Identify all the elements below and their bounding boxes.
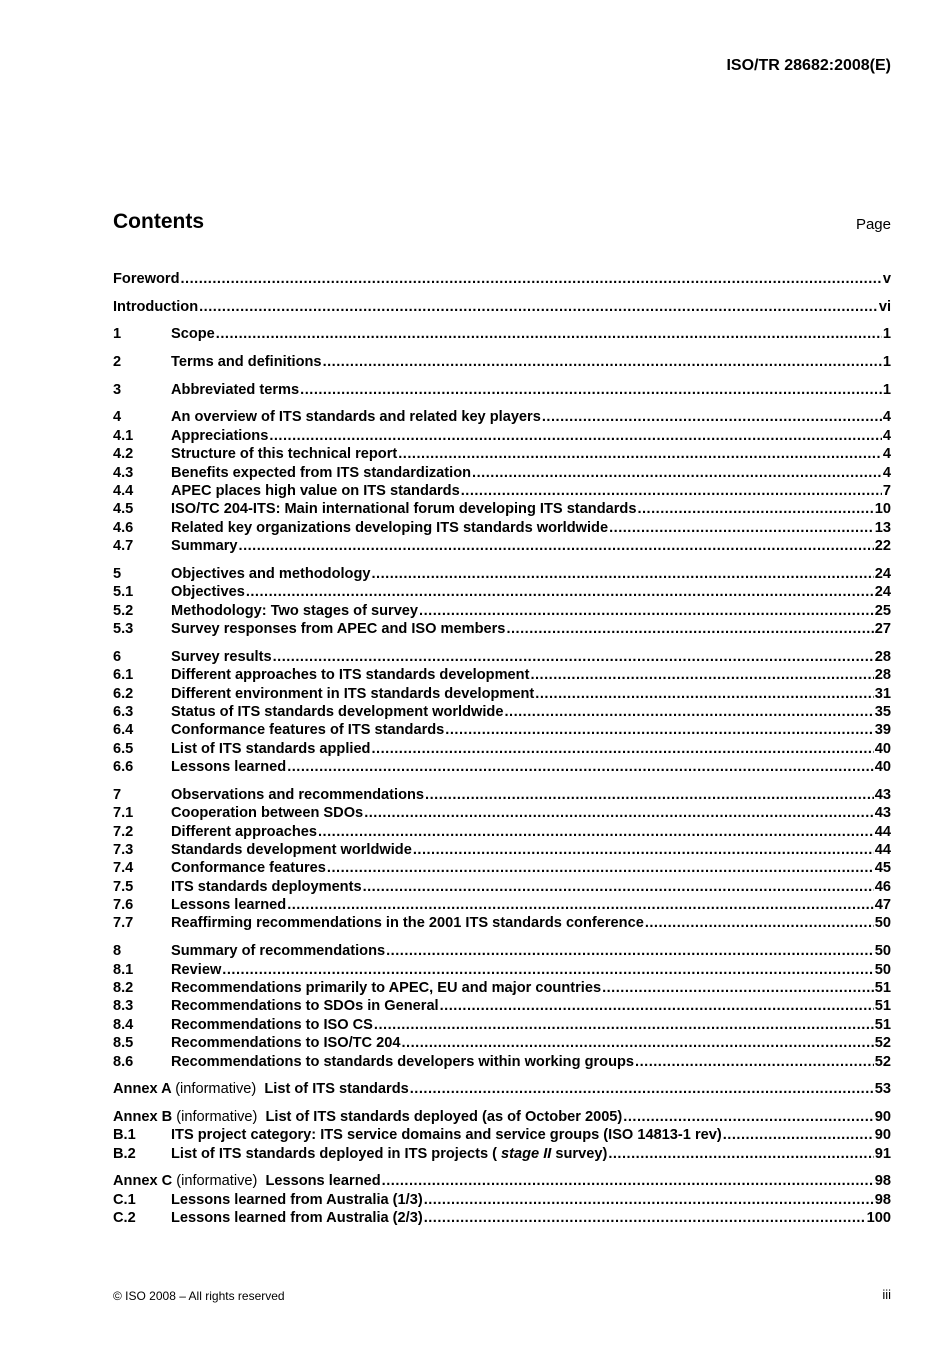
toc-entry-page: 50 — [874, 915, 891, 932]
toc-entry-page: 28 — [874, 648, 891, 665]
toc-entry[interactable] — [113, 537, 891, 555]
dot-leader — [398, 445, 882, 463]
annex-note: (informative) — [176, 1173, 258, 1190]
toc-entry-number: C.1 — [113, 1191, 136, 1208]
toc-entry-page: 39 — [874, 722, 891, 739]
toc-entry-title: Lessons learned — [171, 897, 287, 914]
toc-entry-page: 51 — [874, 979, 891, 996]
toc-entry[interactable] — [113, 961, 891, 979]
dot-leader — [723, 1126, 874, 1144]
page-number: iii — [882, 1287, 891, 1302]
dot-leader — [199, 298, 878, 316]
toc-entry-title: Review — [171, 961, 222, 978]
toc-entry[interactable] — [113, 721, 891, 739]
toc-entry-number: 6.2 — [113, 685, 134, 702]
annex-label: Annex B — [113, 1108, 173, 1125]
dot-leader — [327, 859, 874, 877]
toc-entry-title: Related key organizations developing ITS standards worldwide — [171, 519, 609, 536]
toc-entry-page: 46 — [874, 878, 891, 895]
dot-leader — [637, 500, 873, 518]
toc-group — [113, 270, 891, 288]
toc-entry-number: B.1 — [113, 1127, 136, 1144]
toc-entry-number: 7.6 — [113, 897, 134, 914]
toc-entry-number: 8.1 — [113, 961, 134, 978]
toc-entry[interactable] — [113, 914, 891, 932]
toc-entry-title: Conformance features — [171, 860, 326, 877]
dot-leader — [608, 1145, 873, 1163]
toc-entry-number: 1 — [113, 326, 122, 343]
toc-group — [113, 381, 891, 399]
toc-entry[interactable] — [113, 620, 891, 638]
toc-entry[interactable] — [113, 758, 891, 776]
toc-entry-page: 53 — [874, 1081, 891, 1098]
toc-entry-number: 4 — [113, 409, 122, 426]
toc-entry-page: 100 — [866, 1210, 891, 1227]
toc-entry[interactable] — [113, 500, 891, 518]
toc-entry-number: 4.2 — [113, 446, 134, 463]
toc-entry[interactable] — [113, 878, 891, 896]
toc-group — [113, 408, 891, 555]
toc-entry-title — [113, 1172, 381, 1190]
toc-entry-number: 5.3 — [113, 621, 134, 638]
toc-entry[interactable] — [113, 740, 891, 758]
dot-leader — [402, 1034, 874, 1052]
dot-leader — [413, 841, 874, 859]
toc-entry-title: An overview of ITS standards and related key players — [171, 409, 541, 426]
toc-entry-title: Status of ITS standards development worldwide — [171, 703, 504, 720]
toc-entry[interactable] — [113, 648, 891, 666]
toc-entry-number: 8.5 — [113, 1035, 134, 1052]
toc-entry-number: 4.6 — [113, 519, 134, 536]
toc-entry-page: 31 — [874, 685, 891, 702]
toc-entry[interactable] — [113, 1016, 891, 1034]
toc-group — [113, 786, 891, 933]
toc-entry-number: 7.1 — [113, 805, 134, 822]
toc-entry[interactable] — [113, 519, 891, 537]
toc-entry[interactable] — [113, 408, 891, 426]
toc-entry-title: Objectives and methodology — [171, 565, 371, 582]
toc-entry-page: v — [882, 271, 891, 287]
toc-entry-title: Foreword — [113, 271, 180, 287]
dot-leader — [371, 565, 873, 583]
toc-group — [113, 298, 891, 316]
toc-entry-number: 7.2 — [113, 823, 134, 840]
dot-leader — [602, 979, 874, 997]
toc-entry-title: Recommendations to ISO CS — [171, 1016, 373, 1033]
toc-entry-page: vi — [878, 298, 891, 315]
toc-entry-title: APEC places high value on ITS standards — [171, 483, 460, 499]
toc-entry-title: Recommendations to ISO/TC 204 — [171, 1035, 401, 1052]
annex-title: List of ITS standards deployed (as of October 2005) — [265, 1108, 623, 1125]
toc-entry[interactable] — [113, 565, 891, 583]
toc-entry-title — [113, 1108, 622, 1126]
dot-leader — [239, 537, 874, 555]
page-column-label: Page — [855, 216, 891, 233]
toc-entry-page: 40 — [874, 759, 891, 776]
toc-entry[interactable] — [113, 482, 891, 500]
toc-entry-page: 51 — [874, 1016, 891, 1033]
toc-entry-title: Introduction — [113, 298, 199, 315]
dot-leader — [371, 740, 873, 758]
dot-leader — [246, 583, 874, 601]
toc-entry-title: ISO/TC 204-ITS: Main international forum developing ITS standards — [171, 501, 637, 518]
toc-entry-number: 5.2 — [113, 602, 134, 619]
dot-leader — [382, 1172, 874, 1190]
dot-leader — [374, 1016, 874, 1034]
toc-entry-title: Recommendations to standards developers within working groups — [171, 1053, 635, 1070]
dot-leader — [364, 804, 874, 822]
toc-entry-title: Conformance features of ITS standards — [171, 722, 445, 739]
toc-entry-number: 8.4 — [113, 1016, 134, 1033]
dot-leader — [419, 602, 874, 620]
dot-leader — [504, 703, 873, 721]
toc-entry-page: 98 — [874, 1191, 891, 1208]
toc-entry-page: 47 — [874, 897, 891, 914]
toc-entry-title: ITS standards deployments — [171, 878, 362, 895]
toc-entry-number: 4.3 — [113, 464, 134, 481]
toc-entry-number: C.2 — [113, 1210, 136, 1227]
toc-entry[interactable] — [113, 841, 891, 859]
toc-entry[interactable] — [113, 685, 891, 703]
toc-entry-page: 28 — [874, 667, 891, 684]
dot-leader — [269, 427, 882, 445]
toc-entry-title: Terms and definitions — [171, 354, 322, 371]
toc-entry-page: 50 — [874, 961, 891, 978]
dot-leader — [530, 666, 873, 684]
dot-leader — [180, 270, 881, 288]
toc-entry-page: 52 — [874, 1035, 891, 1052]
toc-entry-number: 7.7 — [113, 915, 134, 932]
toc-entry[interactable] — [113, 1080, 891, 1098]
toc-entry-page: 25 — [874, 602, 891, 619]
dot-leader — [287, 758, 874, 776]
toc-entry-page: 40 — [874, 740, 891, 757]
toc-entry-title: Lessons learned from Australia (2/3) — [171, 1210, 423, 1227]
toc-entry[interactable] — [113, 1145, 891, 1163]
toc-entry[interactable] — [113, 464, 891, 482]
dot-leader — [323, 353, 882, 371]
toc-entry-page: 35 — [874, 703, 891, 720]
dot-leader — [635, 1053, 874, 1071]
dot-leader — [222, 961, 873, 979]
dot-leader — [623, 1108, 873, 1126]
annex-title: Lessons learned — [265, 1173, 381, 1190]
toc-entry-page: 98 — [874, 1173, 891, 1190]
dot-leader — [287, 896, 874, 914]
toc-entry[interactable] — [113, 353, 891, 371]
annex-note: (informative) — [175, 1081, 257, 1098]
annex-label: Annex C — [113, 1173, 173, 1190]
title-part: List of ITS standards deployed in ITS projects ( — [171, 1145, 497, 1162]
toc-entry-page: 52 — [874, 1053, 891, 1070]
annex-note: (informative) — [176, 1108, 258, 1125]
toc-entry[interactable] — [113, 804, 891, 822]
toc-entry-page: 4 — [882, 446, 891, 463]
dot-leader — [424, 1209, 866, 1227]
toc-entry-number: 7.5 — [113, 878, 134, 895]
dot-leader — [609, 519, 874, 537]
toc-group — [113, 1108, 891, 1163]
toc-entry-page: 1 — [882, 381, 891, 398]
toc-entry-title: Different approaches — [171, 823, 317, 840]
toc-entry-title: Structure of this technical report — [171, 446, 398, 463]
document-id: ISO/TR 28682:2008(E) — [726, 57, 891, 74]
toc-entry-number: 8 — [113, 943, 122, 960]
title-italic-part: stage II — [501, 1145, 552, 1162]
toc-entry-number: 6 — [113, 648, 122, 665]
toc-entry-title — [113, 1080, 409, 1098]
toc-entry[interactable] — [113, 979, 891, 997]
toc-entry-number: 6.4 — [113, 722, 134, 739]
toc-entry[interactable] — [113, 997, 891, 1015]
toc-group — [113, 1172, 891, 1227]
dot-leader — [535, 685, 873, 703]
dot-leader — [300, 381, 882, 399]
toc-entry-title: Abbreviated terms — [171, 381, 300, 398]
toc-entry-page: 43 — [874, 786, 891, 803]
toc-entry-page: 90 — [874, 1127, 891, 1144]
toc-entry-number: 5 — [113, 565, 122, 582]
toc-entry-page: 24 — [874, 584, 891, 601]
dot-leader — [410, 1080, 874, 1098]
toc-entry-title: Benefits expected from ITS standardization — [171, 464, 472, 481]
toc-entry[interactable] — [113, 823, 891, 841]
toc-entry-title: Survey results — [171, 648, 272, 665]
toc-entry-page: 51 — [874, 998, 891, 1015]
dot-leader — [273, 648, 874, 666]
toc-entry[interactable] — [113, 381, 891, 399]
toc-entry-title: Summary of recommendations — [171, 943, 386, 960]
toc-entry-title: Recommendations to SDOs in General — [171, 998, 439, 1015]
toc-entry[interactable] — [113, 896, 891, 914]
toc-group — [113, 1080, 891, 1098]
toc-group — [113, 565, 891, 639]
toc-entry-number: 7 — [113, 786, 122, 803]
dot-leader — [216, 325, 882, 343]
toc-entry-title: Lessons learned — [171, 759, 287, 776]
toc-entry-title: Summary — [171, 538, 238, 555]
toc-entry[interactable] — [113, 1191, 891, 1209]
dot-leader — [424, 1191, 874, 1209]
toc-entry-number: 8.3 — [113, 998, 134, 1015]
toc-entry-number: 4.7 — [113, 538, 134, 555]
toc-entry-number: 6.6 — [113, 759, 134, 776]
toc-entry[interactable] — [113, 1108, 891, 1126]
toc-entry[interactable] — [113, 1053, 891, 1071]
toc-entry-number: 3 — [113, 381, 122, 398]
toc-entry-page: 4 — [882, 409, 891, 426]
toc-entry-page: 7 — [882, 483, 891, 499]
toc-entry[interactable] — [113, 703, 891, 721]
toc-entry-title: List of ITS standards applied — [171, 740, 371, 757]
toc-entry-number: 6.5 — [113, 740, 134, 757]
toc-entry-number: 5.1 — [113, 584, 134, 601]
toc-entry[interactable] — [113, 942, 891, 960]
toc-entry-number: 4.1 — [113, 427, 134, 444]
page-title: Contents — [113, 210, 204, 233]
annex-label: Annex A — [113, 1081, 172, 1098]
dot-leader — [386, 942, 874, 960]
annex-title: List of ITS standards — [264, 1081, 409, 1098]
toc-entry-title: Different environment in ITS standards development — [171, 685, 535, 702]
toc-entry-page: 91 — [874, 1145, 891, 1162]
dot-leader — [445, 721, 873, 739]
toc-entry[interactable] — [113, 1172, 891, 1190]
toc-entry[interactable] — [113, 583, 891, 601]
toc-entry-title: Lessons learned from Australia (1/3) — [171, 1191, 423, 1208]
copyright-notice: © ISO 2008 – All rights reserved — [113, 1289, 285, 1303]
toc-entry-page: 90 — [874, 1108, 891, 1125]
table-of-contents — [113, 270, 891, 1237]
toc-entry-page: 24 — [874, 565, 891, 582]
toc-entry[interactable] — [113, 427, 891, 445]
toc-entry-title: Appreciations — [171, 427, 269, 444]
dot-leader — [425, 786, 874, 804]
dot-leader — [440, 997, 874, 1015]
toc-group — [113, 942, 891, 1071]
toc-entry-title: Scope — [171, 326, 215, 343]
toc-entry-page: 43 — [874, 805, 891, 822]
toc-entry-number: 7.4 — [113, 860, 134, 877]
dot-leader — [472, 464, 882, 482]
toc-entry-number: 2 — [113, 354, 122, 371]
toc-entry-title: Cooperation between SDOs — [171, 805, 364, 822]
toc-group — [113, 325, 891, 343]
toc-entry-title: ITS project category: ITS service domains and service groups (ISO 14813-1 rev) — [171, 1127, 722, 1144]
toc-entry-page: 45 — [874, 860, 891, 877]
toc-entry-title: Objectives — [171, 584, 245, 601]
dot-leader — [318, 823, 874, 841]
toc-entry-page: 27 — [874, 621, 891, 638]
toc-entry-page: 13 — [874, 519, 891, 536]
dot-leader — [542, 408, 882, 426]
toc-entry-number: 4.5 — [113, 501, 134, 518]
toc-entry-page: 4 — [882, 427, 891, 444]
toc-entry-title — [171, 1145, 607, 1163]
toc-entry[interactable] — [113, 666, 891, 684]
dot-leader — [645, 914, 874, 932]
toc-entry-page: 1 — [882, 326, 891, 343]
toc-entry[interactable] — [113, 1034, 891, 1052]
toc-entry[interactable] — [113, 1126, 891, 1144]
toc-entry[interactable] — [113, 325, 891, 343]
dot-leader — [363, 878, 874, 896]
toc-entry-page: 10 — [874, 501, 891, 518]
toc-entry-number: 6.1 — [113, 667, 134, 684]
dot-leader — [506, 620, 873, 638]
toc-entry-number: 6.3 — [113, 703, 134, 720]
toc-entry-title: Different approaches to ITS standards development — [171, 667, 530, 684]
toc-entry-page: 1 — [882, 354, 891, 371]
toc-entry-page: 44 — [874, 823, 891, 840]
toc-entry-number: 4.4 — [113, 483, 134, 499]
toc-entry-title: Recommendations primarily to APEC, EU and major countries — [171, 979, 602, 996]
toc-entry[interactable] — [113, 859, 891, 877]
toc-entry-title: Observations and recommendations — [171, 786, 425, 803]
toc-entry-number: 7.3 — [113, 841, 134, 858]
toc-group — [113, 353, 891, 371]
toc-entry-page: 4 — [882, 464, 891, 481]
dot-leader — [461, 482, 882, 500]
toc-entry[interactable] — [113, 786, 891, 804]
toc-entry[interactable] — [113, 445, 891, 463]
toc-entry-page: 44 — [874, 841, 891, 858]
toc-entry-title: Standards development worldwide — [171, 841, 412, 858]
toc-entry[interactable] — [113, 298, 891, 316]
toc-entry[interactable] — [113, 602, 891, 620]
toc-entry-number: B.2 — [113, 1145, 136, 1162]
toc-entry-title: Survey responses from APEC and ISO members — [171, 621, 506, 638]
toc-entry-page: 50 — [874, 943, 891, 960]
toc-entry-title: Reaffirming recommendations in the 2001 ITS standards conference — [171, 915, 644, 932]
toc-entry-number: 8.2 — [113, 979, 134, 996]
toc-entry-page: 22 — [874, 538, 891, 555]
title-part: survey) — [555, 1145, 608, 1162]
toc-entry-title: Methodology: Two stages of survey — [171, 602, 419, 619]
toc-entry[interactable] — [113, 1209, 891, 1227]
toc-group — [113, 648, 891, 777]
toc-entry[interactable] — [113, 270, 891, 288]
toc-entry-number: 8.6 — [113, 1053, 134, 1070]
